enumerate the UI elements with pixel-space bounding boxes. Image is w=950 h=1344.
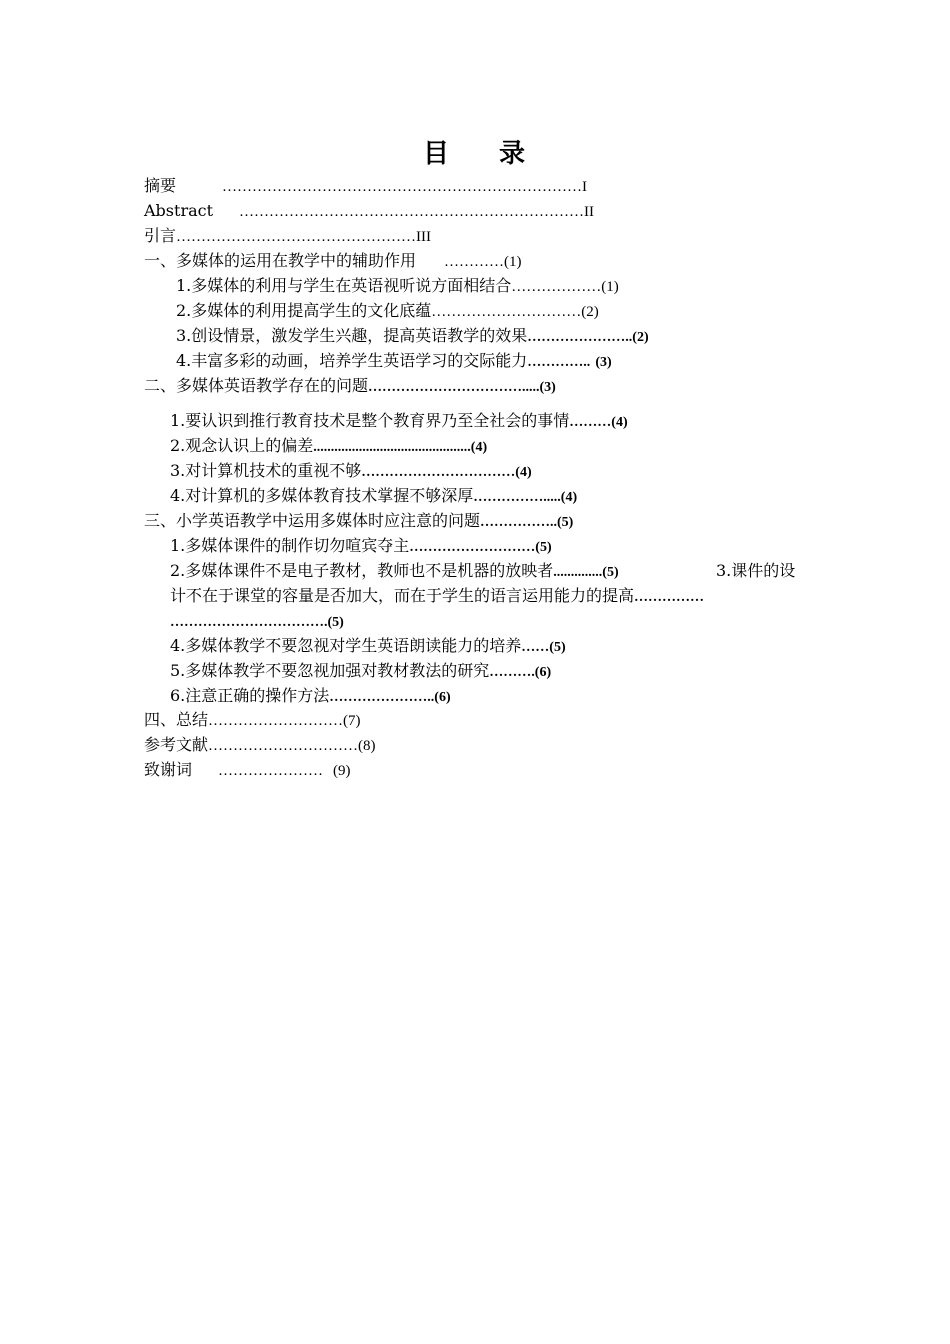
toc-entry-conclusion[interactable]: 四、总结………………………(7) [144,710,361,729]
toc-entry-acknowledgements[interactable]: 致谢词 ………………… (9) [144,760,351,779]
toc-entry-2-3[interactable]: 3.对计算机技术的重视不够……………………………(4) [170,461,532,480]
toc-entry-chapter-2[interactable]: 二、多媒体英语教学存在的问题…………………………….....(3) [144,376,556,395]
toc-entry-2-2[interactable]: 2.观念认识上的偏差.............................................(4) [170,436,488,455]
toc-entry-3-3-end[interactable]: …………………………….(5) [170,615,344,630]
toc-entry-3-1[interactable]: 1.多媒体课件的制作切勿喧宾夺主………………………(5) [170,536,552,555]
toc-entry-introduction[interactable]: 引言…………………………………………III [144,226,432,245]
toc-entry-abstract-en[interactable]: Abstract ……………………………………………………………II [144,201,595,220]
toc-entry-3-3-cont[interactable]: 计不在于课堂的容量是否加大，而在于学生的语言运用能力的提高…………… [170,586,705,605]
toc-entry-2-1[interactable]: 1.要认识到推行教育技术是整个教育界乃至全社会的事情………(4) [170,411,628,430]
toc-entry-3-2[interactable]: 2.多媒体课件不是电子教材，教师也不是机器的放映者..............(5) [170,561,619,580]
toc-entry-references[interactable]: 参考文献…………………………(8) [144,735,376,754]
toc-entry-3-4[interactable]: 4.多媒体教学不要忽视对学生英语朗读能力的培养……(5) [170,636,566,655]
toc-entry-1-1[interactable]: 1.多媒体的利用与学生在英语视听说方面相结合………………(1) [176,276,619,295]
toc-entry-abstract-cn[interactable]: 摘要 ………………………………………………………………I [144,176,588,195]
toc-entry-3-3-start[interactable]: 3.课件的设 [716,561,796,580]
toc-entry-1-2[interactable]: 2.多媒体的利用提高学生的文化底蕴…………………………(2) [176,301,599,320]
toc-entry-3-6[interactable]: 6.注意正确的操作方法…………………..(6) [170,686,451,705]
toc-entry-chapter-1[interactable]: 一、多媒体的运用在教学中的辅助作用 …………(1) [144,251,522,270]
toc-entry-3-5[interactable]: 5.多媒体教学不要忽视加强对教材教法的研究……….(6) [170,661,552,680]
toc-entry-2-4[interactable]: 4.对计算机的多媒体教育技术掌握不够深厚…………….....(4) [170,486,578,505]
toc-entry-chapter-3[interactable]: 三、小学英语教学中运用多媒体时应注意的问题……………..(5) [144,511,574,530]
toc-entry-1-4[interactable]: 4.丰富多彩的动画，培养学生英语学习的交际能力………….. (3) [176,351,612,370]
toc-entry-1-3[interactable]: 3.创设情景，激发学生兴趣，提高英语教学的效果…………………..(2) [176,326,649,345]
page-title: 目 录 [422,139,528,169]
